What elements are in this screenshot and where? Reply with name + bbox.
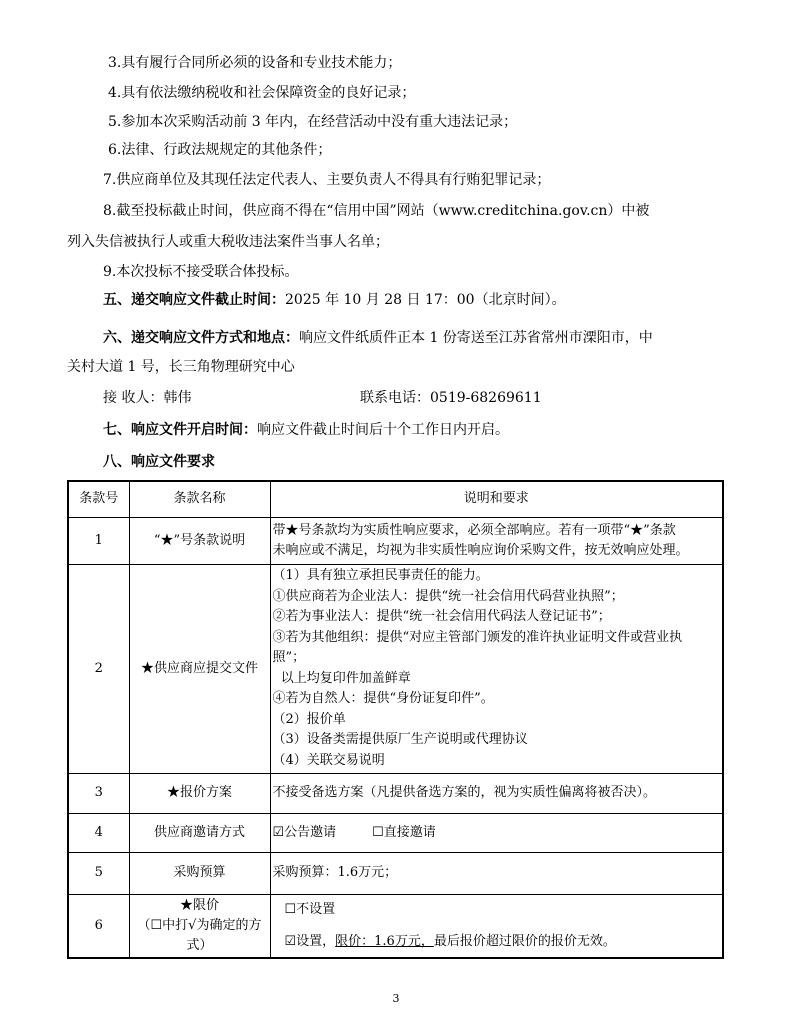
row-name bbox=[129, 894, 270, 958]
row-desc: 采购预算：1.6万元； bbox=[270, 852, 723, 894]
row-no: 6 bbox=[68, 894, 129, 958]
section-6-heading: 六、递交响应文件方式和地点： bbox=[103, 330, 299, 346]
desc-line: （3）设备类需提供原厂生产说明或代理协议 bbox=[272, 732, 528, 747]
table-row bbox=[68, 564, 723, 773]
row-desc bbox=[270, 813, 723, 852]
row-name: “★”号条款说明 bbox=[129, 517, 270, 564]
row-no: 4 bbox=[68, 813, 129, 852]
option-set-limit[interactable] bbox=[285, 932, 721, 952]
phone: 联系电话：0519-68269611 bbox=[360, 390, 542, 406]
row-no: 1 bbox=[68, 517, 129, 564]
section-7-heading: 七、响应文件开启时间： bbox=[103, 422, 257, 438]
desc-line: ④若为自然人：提供“身份证复印件”。 bbox=[272, 691, 494, 706]
desc-line: （2）报价单 bbox=[272, 711, 346, 727]
name-line: ★限价 bbox=[179, 897, 219, 913]
header-cell: 条款号 bbox=[68, 481, 129, 517]
desc-line: 未响应或不满足，均视为非实质性响应询价采购文件，按无效响应处理。 bbox=[272, 542, 689, 558]
row-name: ★供应商应提交文件 bbox=[129, 564, 270, 773]
requirements-table bbox=[67, 480, 724, 959]
row-no: 2 bbox=[68, 564, 129, 773]
row-name: 供应商邀请方式 bbox=[129, 813, 270, 852]
row-desc: 不接受备选方案（凡提供备选方案的，视为实质性偏离将被否决）。 bbox=[270, 773, 723, 813]
text-line: 4.具有依法缴纳税收和社会保障资金的良好记录； bbox=[108, 85, 416, 101]
text-line: 5.参加本次采购活动前 3 年内，在经营活动中没有重大违法记录； bbox=[108, 114, 518, 130]
section-5-heading: 五、递交响应文件截止时间： bbox=[103, 292, 285, 308]
header-cell: 说明和要求 bbox=[270, 481, 723, 517]
page-number: 3 bbox=[392, 992, 400, 1005]
section-8-heading: 八、响应文件要求 bbox=[103, 454, 215, 470]
option-public-invitation[interactable]: ☑公告邀请 bbox=[272, 824, 337, 840]
section-5 bbox=[103, 291, 566, 309]
text-line: 列入失信被执行人或重大税收违法案件当事人名单； bbox=[67, 234, 389, 250]
section-6 bbox=[103, 329, 653, 347]
text-line: 7.供应商单位及其现任法定代表人、主要负责人不得具有行贿犯罪记录； bbox=[103, 172, 551, 188]
text-line: 8.截至投标截止时间，供应商不得在“信用中国”网站（www.creditchina.gov.cn）中被 bbox=[103, 203, 650, 219]
desc-line: 照”； bbox=[272, 650, 306, 665]
desc-line: （1）具有独立承担民事责任的能力。 bbox=[272, 568, 489, 583]
desc-line: ③若为其他组织：提供“对应主管部门颁发的准许执业证明文件或营业执 bbox=[272, 629, 683, 645]
text-line: 3.具有履行合同所必须的设备和专业技术能力； bbox=[108, 55, 402, 71]
desc-line: ①供应商若为企业法人：提供“统一社会信用代码营业执照”； bbox=[272, 588, 624, 604]
row-no: 3 bbox=[68, 773, 129, 813]
option-no-limit[interactable]: ☐不设置 bbox=[284, 901, 336, 917]
option-note: 最后报价超过限价的报价无效。 bbox=[433, 933, 616, 949]
table-row bbox=[68, 894, 723, 958]
table-row bbox=[68, 813, 723, 852]
table-row bbox=[68, 773, 723, 813]
section-7 bbox=[103, 421, 509, 439]
row-name: 采购预算 bbox=[129, 852, 270, 894]
section-5-text: 2025 年 10 月 28 日 17：00（北京时间）。 bbox=[285, 292, 566, 308]
row-name: ★报价方案 bbox=[129, 773, 270, 813]
row-no: 5 bbox=[68, 852, 129, 894]
desc-line: 带★号条款均为实质性响应要求，必须全部响应。若有一项带“★”条款 bbox=[272, 522, 676, 538]
table-row bbox=[68, 517, 723, 564]
header-cell: 条款名称 bbox=[129, 481, 270, 517]
text-line: 关村大道 1 号，长三角物理研究中心 bbox=[67, 359, 295, 375]
row-desc bbox=[270, 894, 723, 958]
limit-price: 限价：1.6万元， bbox=[335, 933, 434, 949]
row-desc bbox=[270, 517, 723, 564]
option-direct-invitation[interactable]: ☐直接邀请 bbox=[372, 824, 436, 840]
table-row bbox=[68, 852, 723, 894]
option-label: ☑设置， bbox=[284, 933, 336, 949]
row-desc bbox=[270, 564, 723, 773]
receiver: 接 收人：韩伟 bbox=[103, 390, 192, 406]
table-header bbox=[68, 481, 723, 517]
text-line: 9.本次投标不接受联合体投标。 bbox=[103, 264, 299, 280]
section-7-text: 响应文件截止时间后十个工作日内开启。 bbox=[257, 422, 509, 438]
section-6-text: 响应文件纸质件正本 1 份寄送至江苏省常州市溧阳市，中 bbox=[299, 330, 653, 346]
desc-line: 以上均复印件加盖鲜章 bbox=[272, 670, 411, 686]
desc-line: （4）关联交易说明 bbox=[272, 752, 385, 768]
desc-line: ②若为事业法人：提供“统一社会信用代码法人登记证书”； bbox=[272, 609, 611, 624]
name-line: （☐中打√为确定的方式） bbox=[137, 917, 262, 953]
text-line: 6.法律、行政法规规定的其他条件； bbox=[108, 142, 332, 158]
